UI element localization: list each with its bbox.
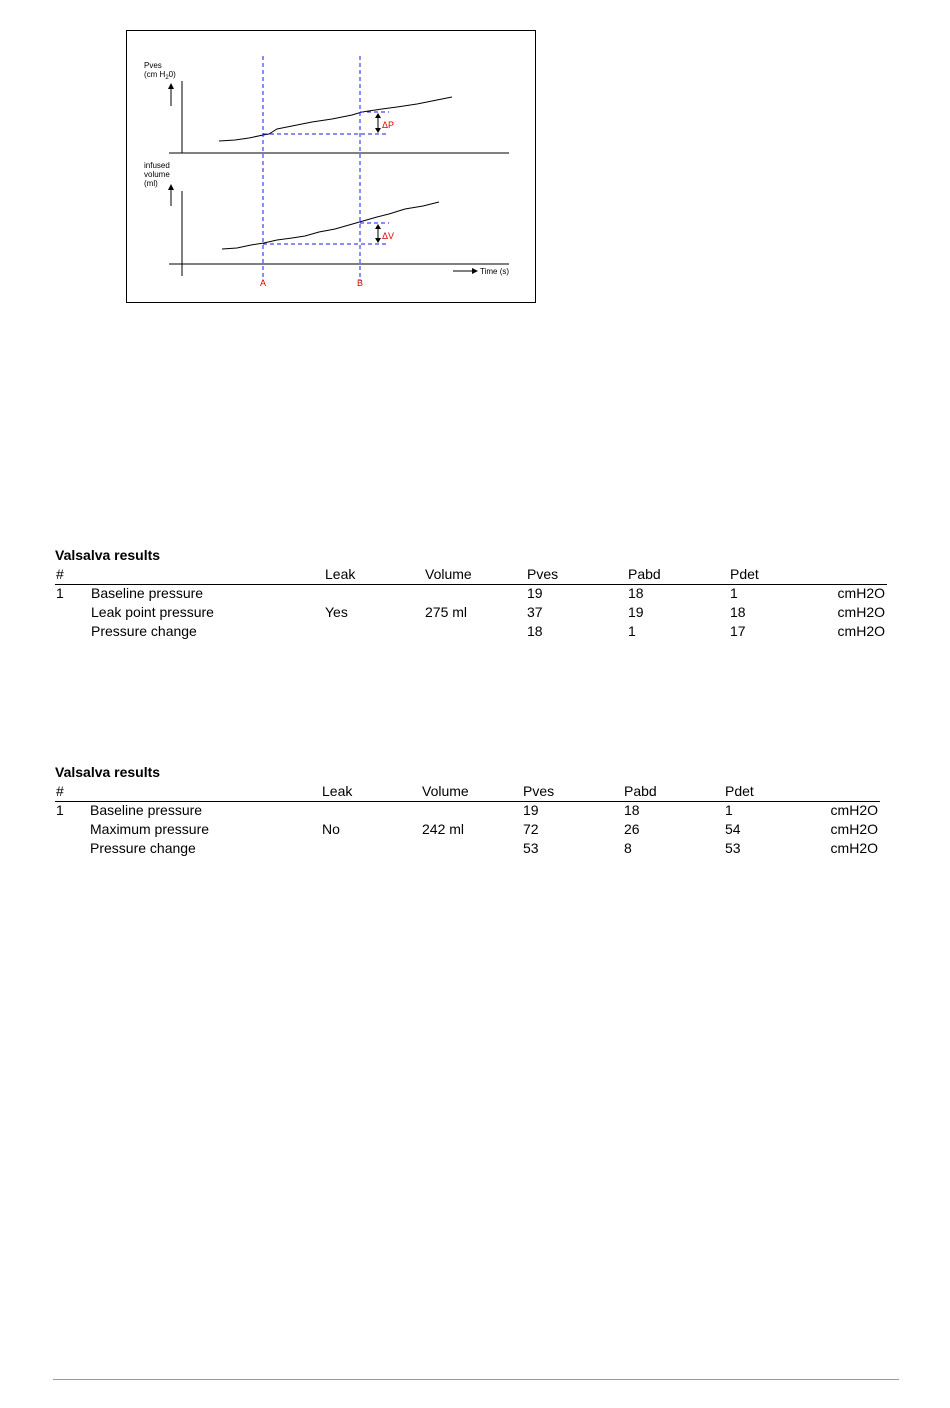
- row-leak: Yes: [325, 604, 348, 620]
- header-pves: Pves: [523, 783, 555, 799]
- row-pves: 72: [523, 821, 539, 837]
- table-title: Valsalva results: [55, 764, 161, 780]
- time-axis-label: Time (s): [480, 267, 510, 276]
- table-row: [55, 622, 887, 641]
- header-leak: Leak: [325, 566, 356, 582]
- header-pdet: Pdet: [725, 783, 754, 799]
- header-volume: Volume: [422, 783, 469, 799]
- pves-axis-label-line2: (cm $H_20$): [144, 70, 176, 81]
- row-num: 1: [56, 802, 64, 818]
- table-row: [55, 820, 880, 839]
- row-volume: 242 ml: [422, 821, 465, 837]
- row-label: Pressure change: [91, 623, 197, 639]
- row-num: 1: [56, 585, 64, 601]
- row-unit: cmH2O: [830, 802, 878, 818]
- row-pves: 37: [527, 604, 543, 620]
- header-pabd: Pabd: [624, 783, 657, 799]
- header-leak: Leak: [322, 783, 353, 799]
- row-label: Leak point pressure: [91, 604, 214, 620]
- marker-b-label: B: [357, 278, 364, 288]
- row-pdet: 53: [725, 840, 741, 856]
- header-num: #: [56, 566, 64, 582]
- table-header-row: [55, 565, 887, 585]
- table-title: Valsalva results: [55, 547, 161, 563]
- delta-p-arrowhead-down-icon: [375, 128, 381, 133]
- row-unit: cmH2O: [830, 840, 878, 856]
- delta-p-label: ΔP: [382, 120, 395, 130]
- time-arrowhead-icon: [472, 268, 478, 274]
- row-pves: 53: [523, 840, 539, 856]
- header-num: #: [56, 783, 64, 799]
- marker-a-label: A: [260, 278, 267, 288]
- row-pves: 19: [527, 585, 543, 601]
- row-unit: cmH2O: [830, 821, 878, 837]
- delta-v-arrowhead-down-icon: [375, 238, 381, 243]
- row-label: Baseline pressure: [90, 802, 203, 818]
- row-label: Pressure change: [90, 840, 196, 856]
- row-pabd: 8: [624, 840, 632, 856]
- table-header-row: [55, 782, 880, 802]
- pressure-volume-figure: [126, 30, 536, 303]
- table-row: [55, 801, 880, 820]
- table-row: [55, 584, 887, 603]
- footer-divider: [53, 1379, 899, 1380]
- row-pabd: 1: [628, 623, 636, 639]
- row-pdet: 1: [730, 585, 738, 601]
- delta-p-arrowhead-up-icon: [375, 113, 381, 118]
- delta-v-arrowhead-up-icon: [375, 224, 381, 229]
- row-pves: 18: [527, 623, 543, 639]
- pves-axis-label-line1: Pves: [144, 61, 162, 70]
- table-row: [55, 839, 880, 858]
- row-unit: cmH2O: [837, 585, 885, 601]
- row-pabd: 18: [624, 802, 640, 818]
- volume-curve: [222, 202, 439, 249]
- figure-drawing: [127, 31, 537, 304]
- row-pdet: 54: [725, 821, 741, 837]
- row-pdet: 1: [725, 802, 733, 818]
- valsalva-results-table-1: [55, 546, 887, 642]
- row-leak: No: [322, 821, 340, 837]
- valsalva-results-table-2: [55, 763, 880, 859]
- row-pves: 19: [523, 802, 539, 818]
- row-pabd: 26: [624, 821, 640, 837]
- row-pdet: 17: [730, 623, 746, 639]
- volume-axis-label-line1: infused: [144, 161, 170, 170]
- volume-axis-label-line3: (ml): [144, 179, 158, 188]
- row-unit: cmH2O: [837, 623, 885, 639]
- pves-arrowhead-icon: [168, 83, 174, 89]
- row-pabd: 18: [628, 585, 644, 601]
- volume-axis-label-line2: volume: [144, 170, 170, 179]
- volume-arrowhead-icon: [168, 184, 174, 190]
- header-pdet: Pdet: [730, 566, 759, 582]
- row-pabd: 19: [628, 604, 644, 620]
- row-label: Baseline pressure: [91, 585, 204, 601]
- row-volume: 275 ml: [425, 604, 468, 620]
- header-volume: Volume: [425, 566, 472, 582]
- row-label: Maximum pressure: [90, 821, 210, 837]
- delta-v-label: ΔV: [382, 231, 395, 241]
- header-pves: Pves: [527, 566, 559, 582]
- header-pabd: Pabd: [628, 566, 661, 582]
- row-pdet: 18: [730, 604, 746, 620]
- row-unit: cmH2O: [837, 604, 885, 620]
- table-row: [55, 603, 887, 622]
